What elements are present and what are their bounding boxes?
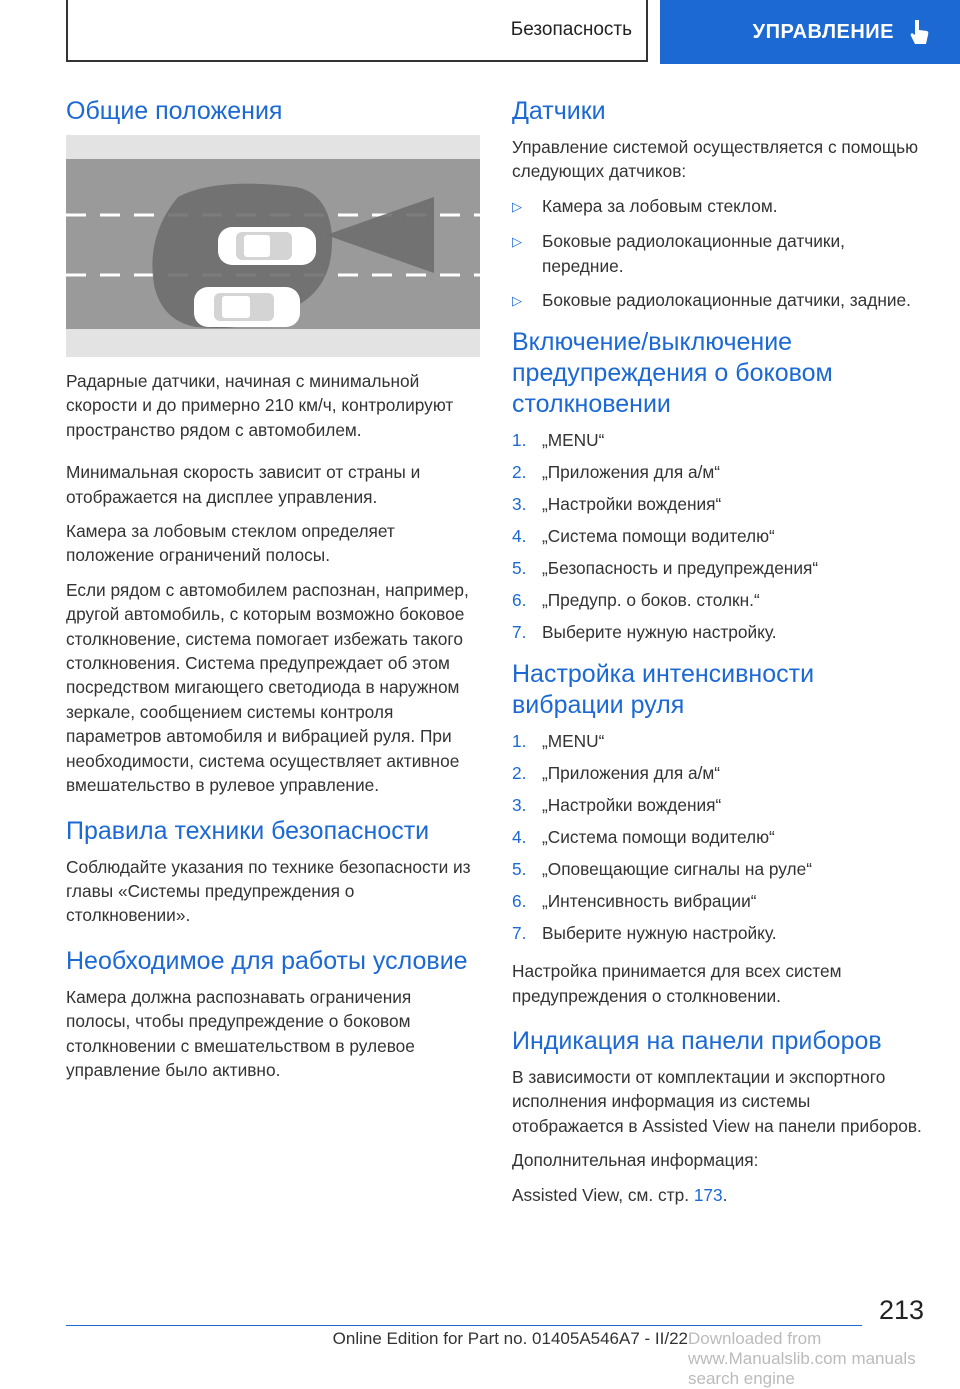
watermark: Downloaded from www.Manualslib.com manuals search engine	[688, 1329, 916, 1388]
step-item	[512, 588, 926, 612]
step-item	[512, 761, 926, 785]
step-item	[512, 556, 926, 580]
car-radar-illustration	[66, 135, 480, 357]
step-item	[512, 620, 926, 644]
footer-edition: Online Edition for Part no. 01405A546A7 - II/22	[332, 1329, 688, 1348]
car-rear	[194, 287, 300, 327]
step-number: 3.	[512, 794, 527, 815]
step-item	[512, 825, 926, 849]
triangle-bullet-icon: ▷	[512, 293, 522, 309]
step-text: Выберите нужную настройку.	[542, 622, 777, 643]
page-link[interactable]: 173	[693, 1184, 723, 1205]
step-text: „MENU“	[542, 730, 605, 751]
cross-reference	[512, 1183, 926, 1207]
list-item	[512, 229, 926, 278]
step-text: „Безопасность и предупреждения“	[542, 558, 819, 579]
step-text: „Настройки вождения“	[542, 794, 722, 815]
step-text: „Настройки вождения“	[542, 494, 722, 515]
step-number: 3.	[512, 494, 527, 515]
list-item-text: Боковые радиолокационные датчики, задние.	[542, 290, 911, 311]
pointing-hand-icon	[908, 18, 930, 46]
step-number: 6.	[512, 590, 527, 611]
paragraph: Дополнительная информация:	[512, 1150, 759, 1171]
step-number: 4.	[512, 526, 527, 547]
cross-reference-end: .	[722, 1184, 728, 1205]
step-item	[512, 889, 926, 913]
step-text: „Оповещающие сигналы на руле“	[542, 858, 812, 879]
steps-list-vibration	[512, 729, 926, 945]
step-text: „Система помощи водителю“	[542, 826, 775, 847]
paragraph: Камера должна распознавать ограничения полосы, чтобы предупреждение о боковом столкновении с вмешательством в рулевое управление было активно.	[66, 986, 415, 1080]
list-item	[512, 288, 926, 313]
heading-vibration: Настройка интенсивности вибрации руля	[512, 659, 815, 719]
footer-divider	[66, 1325, 862, 1326]
header-section-title: Безопасность	[510, 19, 632, 40]
page-number: 213	[878, 1295, 924, 1325]
step-text: „Интенсивность вибрации“	[542, 890, 757, 911]
step-text: „Предупр. о боков. столкн.“	[542, 590, 760, 611]
heading-general: Общие положения	[66, 97, 283, 125]
triangle-bullet-icon: ▷	[512, 234, 522, 250]
paragraph: Настройка принимается для всех систем предупреждения о столкновении.	[512, 961, 842, 1006]
paragraph: Соблюдайте указания по технике безопасности из главы «Системы предупреждения о столкновении».	[66, 856, 471, 926]
list-item-text: Боковые радиолокационные датчики, передние.	[542, 231, 845, 276]
heading-sensors: Датчики	[512, 97, 606, 125]
step-text: „Приложения для а/м“	[542, 762, 721, 783]
step-number: 1.	[512, 430, 527, 451]
triangle-bullet-icon: ▷	[512, 198, 522, 214]
car-front	[218, 227, 316, 265]
heading-instrument-cluster: Индикация на панели приборов	[512, 1027, 882, 1056]
header-section	[66, 0, 648, 62]
step-item	[512, 460, 926, 484]
step-number: 2.	[512, 762, 527, 783]
step-item	[512, 729, 926, 753]
left-column	[66, 96, 480, 1092]
step-number: 6.	[512, 890, 527, 911]
sensor-list	[512, 194, 926, 314]
step-number: 1.	[512, 730, 527, 751]
step-item	[512, 921, 926, 945]
cross-reference-text: Assisted View, см. стр.	[512, 1184, 694, 1205]
step-text: „Приложения для а/м“	[542, 462, 721, 483]
step-item	[512, 428, 926, 452]
header-chapter-title: УПРАВЛЕНИЕ	[752, 20, 894, 43]
step-number: 5.	[512, 558, 527, 579]
paragraph: Если рядом с автомобилем распознан, например, другой автомобиль, с которым возможно боковое столкновение, система помогает избежать такого столкновения. Система предупреждает об этом посредством мигающего светодиода в наружном зеркале, сообщением системы контроля параметров автомобиля и вибрацией руля. При необходимости, система осуществляет активное вмешательство в рулевое управление.	[66, 579, 469, 796]
step-text: Выберите нужную настройку.	[542, 922, 777, 943]
step-item	[512, 857, 926, 881]
step-item	[512, 524, 926, 548]
paragraph: В зависимости от комплектации и экспортного исполнения информация из системы отображается в Assisted View на панели приборов.	[512, 1067, 922, 1136]
heading-safety: Правила техники безопасности	[66, 816, 430, 845]
heading-toggle-warning: Включение/выключение предупреждения о боковом столкновении	[512, 328, 833, 419]
step-text: „MENU“	[542, 430, 605, 451]
list-item	[512, 194, 926, 219]
list-item-text: Камера за лобовым стеклом.	[542, 195, 778, 216]
step-text: „Система помощи водителю“	[542, 526, 775, 547]
heading-requirements: Необходимое для работы условие	[66, 946, 468, 975]
step-number: 2.	[512, 462, 527, 483]
right-column	[512, 96, 926, 1217]
paragraph: Управление системой осуществляется с помощью следующих датчиков:	[512, 137, 919, 182]
paragraph: Камера за лобовым стеклом определяет положение ограничений полосы.	[66, 521, 395, 566]
step-number: 5.	[512, 858, 527, 879]
paragraph: Радарные датчики, начиная с минимальной скорости и до примерно 210 км/ч, контролируют пространство рядом с автомобилем.	[66, 371, 454, 440]
paragraph: Минимальная скорость зависит от страны и отображается на дисплее управления.	[66, 462, 421, 507]
step-item	[512, 793, 926, 817]
step-number: 7.	[512, 622, 527, 643]
steps-list-toggle	[512, 428, 926, 644]
step-number: 4.	[512, 826, 527, 847]
step-number: 7.	[512, 922, 527, 943]
step-item	[512, 492, 926, 516]
header-chapter	[660, 0, 960, 64]
